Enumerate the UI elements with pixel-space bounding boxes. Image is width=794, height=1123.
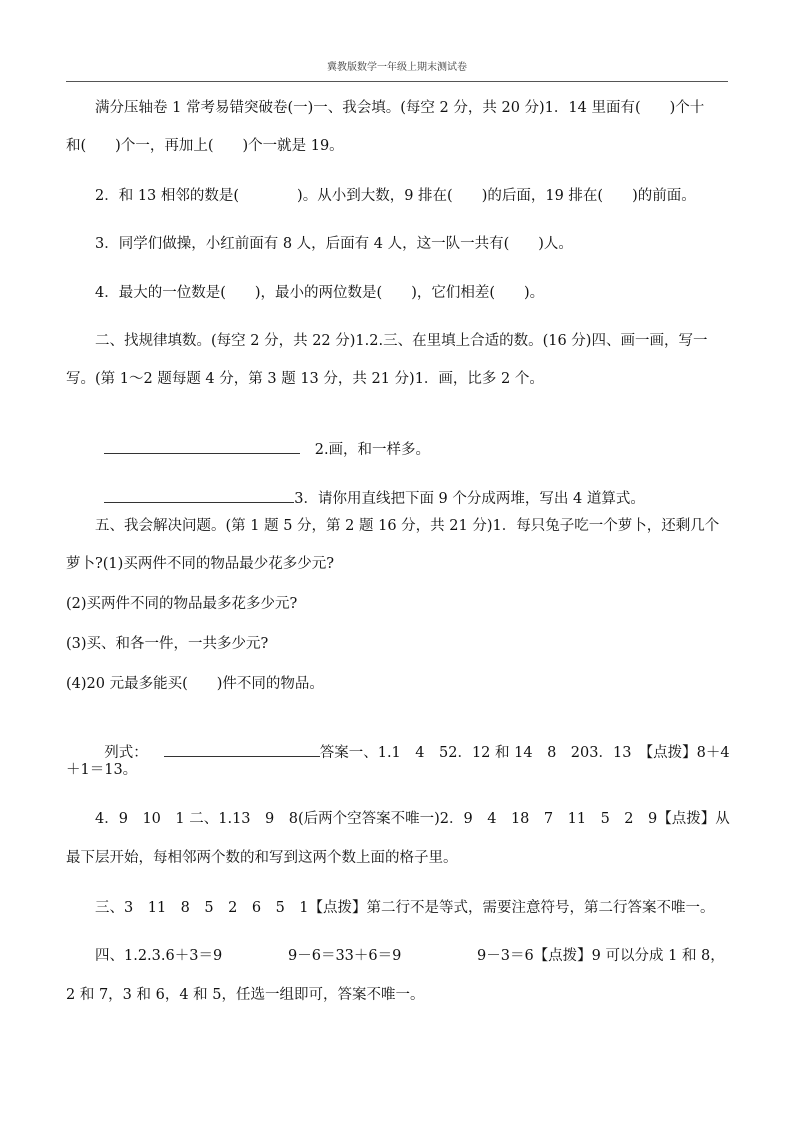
section1-line1: 满分压轴卷 1 常考易错突破卷(一)一、我会填。(每空 2 分，共 20 分)1．14 里面有( )个十: [95, 100, 705, 116]
formula-label: 列式：: [104, 745, 148, 761]
answer-line1: [95, 722, 730, 763]
answer-section2-line2: 最下层开始，每相邻两个数的和写到这两个数上面的格子里。: [66, 850, 458, 866]
answer-text: 答案一、1.1 4 52．12 和 14 8 203．13 【点拨】8＋4: [319, 745, 730, 761]
split-line: [95, 468, 645, 509]
question-5-3: (3)买、和各一件，一共多少元?: [66, 636, 269, 652]
answer-blank: [104, 488, 294, 503]
header-divider: [66, 81, 728, 82]
section5-line2: 萝卜?(1)买两件不同的物品最少花多少元?: [66, 556, 335, 572]
draw-equal-line: [95, 419, 430, 460]
answer-section4-part-a: 四、1.2.3.6＋3＝9: [95, 948, 223, 964]
section2-line2: 写。(第 1～2 题每题 4 分，第 3 题 13 分，共 21 分)1．画，比多 2 个。: [66, 371, 544, 387]
answer-section4-part-c: 9－3＝6【点拨】9 可以分成 1 和 8，: [477, 948, 725, 964]
section1-line2: 和( )个一，再加上( )个一就是 19。: [66, 138, 344, 154]
question-2: 2．和 13 相邻的数是( )。从小到大数，9 排在( )的后面，19 排在( )的前面。: [95, 188, 696, 204]
question-3: 3．同学们做操，小红前面有 8 人，后面有 4 人，这一队一共有( )人。: [95, 236, 573, 252]
section5-line1: 五、我会解决问题。(第 1 题 5 分，第 2 题 16 分，共 21 分)1．每只兔子吃一个萝卜，还剩几个: [95, 518, 720, 534]
answer-blank: [104, 439, 300, 454]
question-4: 4．最大的一位数是( )，最小的两位数是( )，它们相差( )。: [95, 285, 545, 301]
answer-section4-line2: 2 和 7，3 和 6，4 和 5，任选一组即可，答案不唯一。: [66, 987, 425, 1003]
page-header: 冀教版数学一年级上期末测试卷: [327, 62, 467, 73]
question-5-4: (4)20 元最多能买( )件不同的物品。: [66, 676, 324, 692]
answer-section2-line1: 4．9 10 1 二、1.13 9 8(后两个空答案不唯一)2．9 4 18 7 11 5 2 9【点拨】从: [95, 811, 730, 827]
answer-section4-part-b: 9－6＝33＋6＝9: [288, 948, 402, 964]
draw-equal-text: 2.画，和一样多。: [314, 442, 431, 458]
formula-blank: [164, 742, 320, 757]
section2-line1: 二、找规律填数。(每空 2 分，共 22 分)1.2.三、在里填上合适的数。(16 分)四、画一画，写一: [95, 333, 708, 349]
answer-line2: ＋1＝13。: [66, 762, 138, 778]
question-5-2: (2)买两件不同的物品最多花多少元?: [66, 596, 298, 612]
answer-section3: 三、3 11 8 5 2 6 5 1【点拨】第二行不是等式，需要注意符号，第二行答案不唯一。: [95, 900, 715, 916]
split-text: 3．请你用直线把下面 9 个分成两堆，写出 4 道算式。: [294, 491, 645, 507]
